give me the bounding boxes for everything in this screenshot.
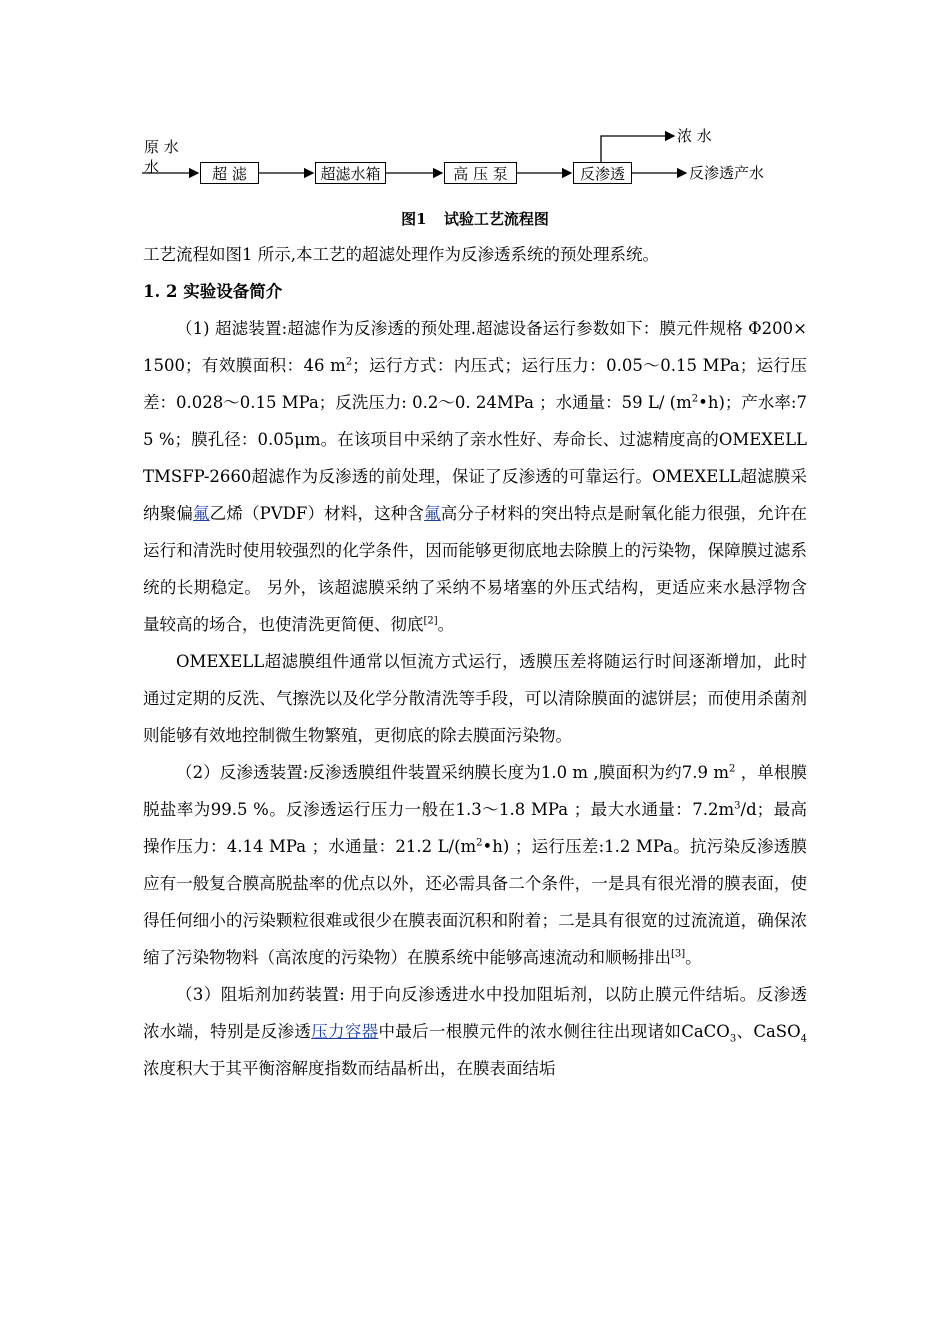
ultrafiltration-box: 超 滤 bbox=[200, 162, 259, 184]
link-fluorine-1[interactable]: 氟 bbox=[192, 504, 210, 523]
raw-water-label-2: 水 bbox=[144, 158, 160, 176]
raw-water-label: 原 水 bbox=[144, 138, 179, 156]
paragraph-reverse-osmosis: （2）反渗透装置:反渗透膜组件装置采纳膜长度为1.0 m ,膜面积为约7.9 $m^2$ ，单根膜脱盐率为99.5 %。反渗透运行压力一般在1.3～1.8 MPa ；最大水通量：$7.2m^3/d$；最高操作压力：4.14 MPa ；水通量：21.2 $L/(m^2•h)$ ；运行压差:1.2 MPa。抗污染反渗透膜应有一般复合膜高脱盐率的优点以外，还必需具备二个条件，一是具有很光滑的膜表面，使得任何细小的污染颗粒很难或很少在膜表面沉积和附着；二是具有很宽的过流流道，确保浓缩了污染物物料（高浓度的污染物）在膜系统中能够高速流动和顺畅排出[3]。 bbox=[143, 763, 808, 967]
reverse-osmosis-box: 反渗透 bbox=[573, 162, 632, 184]
process-flow-diagram bbox=[140, 122, 800, 202]
link-fluorine-2[interactable]: 氟 bbox=[424, 504, 441, 523]
intro-paragraph: 工艺流程如图1 所示,本工艺的超滤处理作为反渗透系统的预处理系统。 bbox=[143, 245, 659, 264]
paragraph-antiscalant: （3）阻垢剂加药装置: 用于向反渗透进水中投加阻垢剂，以防止膜元件结垢。反渗透浓水端，特别是反渗透压力容器中最后一根膜元件的浓水侧往往出现诸如CaCO$_3$、CaSO$_4$浓度积大于其平衡溶解度指数而结晶析出，在膜表面结垢 bbox=[143, 985, 808, 1078]
reference-3: [3] bbox=[671, 948, 686, 960]
concentrate-label: 浓 水 bbox=[677, 127, 712, 145]
body-text bbox=[143, 236, 807, 1087]
paragraph-ultrafiltration: （1) 超滤装置:超滤作为反渗透的预处理.超滤设备运行参数如下：膜元件规格 Φ200×1500；有效膜面积：46 $m^2$；运行方式：内压式；运行压力：0.05～0.15 MPa；运行压差：0.028～0.15 MPa；反洗压力: 0.2～0. 24MPa ；水通量：59 L/ $(m^2•h)$；产水率:75 %；膜孔径：0.05μm。在该项目中采纳了亲水性好、寿命长、过滤精度高的OMEXELLTMSFP-2660超滤作为反渗透的前处理，保证了反渗透的可靠运行。OMEXELL超滤膜采纳聚偏氟乙烯（PVDF）材料，这种含氟高分子材料的突出特点是耐氧化能力很强，允许在运行和清洗时使用较强烈的化学条件，因而能够更彻底地去除膜上的污染物，保障膜过滤系统的长期稳定。 另外，该超滤膜采纳了采纳不易堵塞的外压式结构，更适应来水悬浮物含量较高的场合，也使清洗更简便、彻底[2]。 bbox=[143, 319, 808, 634]
paragraph-omexell: OMEXELL超滤膜组件通常以恒流方式运行，透膜压差将随运行时间逐渐增加，此时通过定期的反洗、气擦洗以及化学分散清洗等手段，可以清除膜面的滤饼层；而使用杀菌剂则能够有效地控制微生物繁殖，更彻底的除去膜面污染物。 bbox=[143, 652, 807, 745]
uf-water-tank-box: 超滤水箱 bbox=[315, 162, 386, 184]
link-pressure-vessel[interactable]: 压力容器 bbox=[311, 1022, 379, 1041]
high-pressure-pump-box: 高 压 泵 bbox=[444, 162, 517, 184]
figure-number: 图1 bbox=[401, 210, 427, 228]
reference-2: [2] bbox=[423, 615, 438, 627]
arrow-ro-to-concentrate bbox=[601, 136, 674, 162]
ro-product-label: 反渗透产水 bbox=[689, 164, 765, 182]
section-heading: 1. 2 实验设备简介 bbox=[143, 282, 283, 301]
figure-caption bbox=[0, 208, 950, 229]
figure-title: 试验工艺流程图 bbox=[443, 210, 549, 228]
